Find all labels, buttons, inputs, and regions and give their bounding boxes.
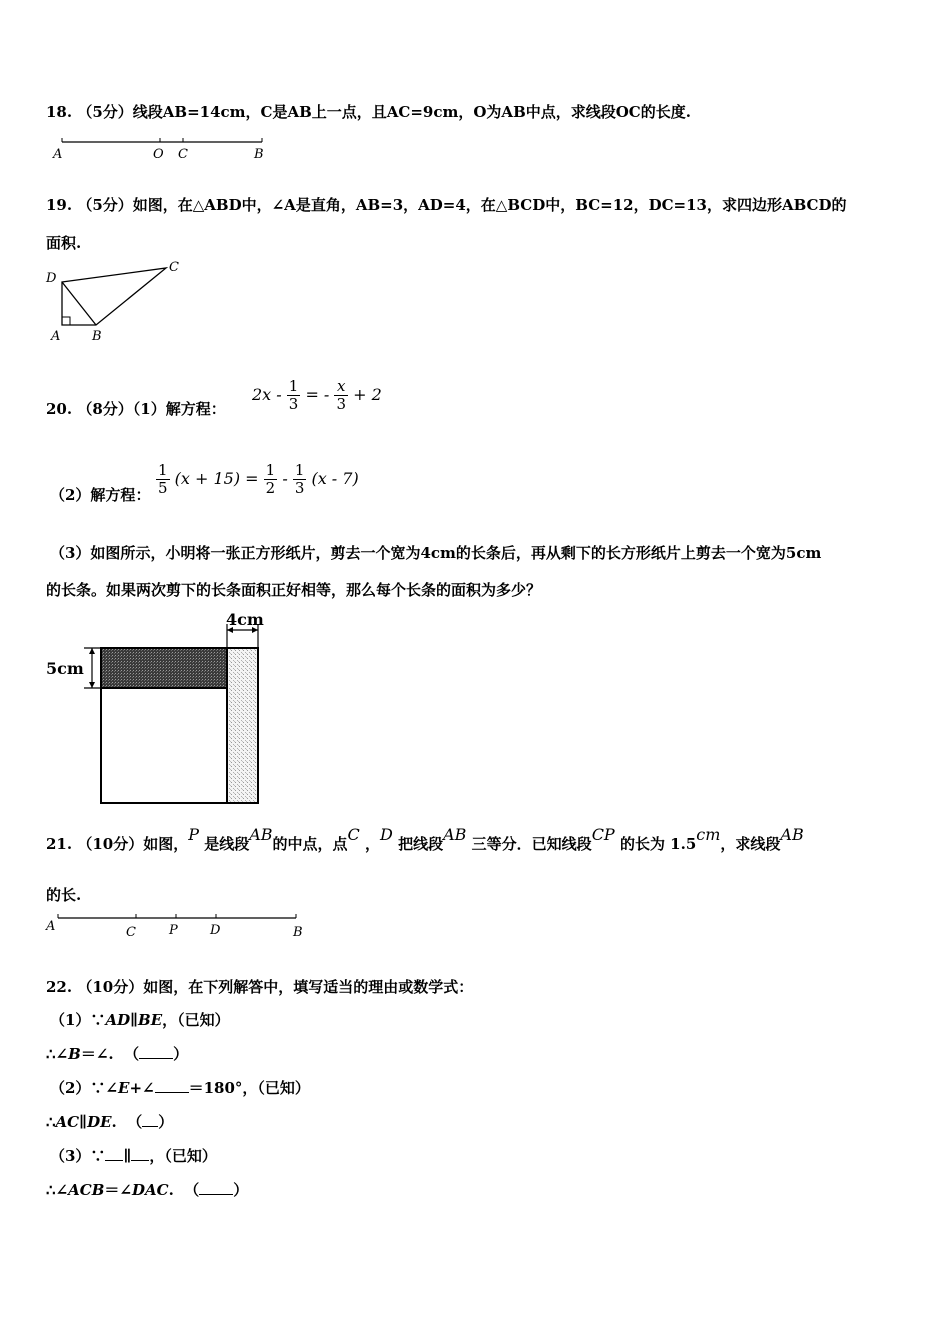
q18-label-b: B	[254, 147, 264, 162]
eq2-term-c: (x - 7)	[311, 469, 359, 488]
q20-part3-line2: 的长条。如果两次剪下的长条面积正好相等，那么每个长条的面积为多少？	[46, 581, 542, 599]
q22-l2e: ）	[173, 1045, 189, 1063]
q22-l1b: AD∥BE	[105, 1011, 163, 1029]
q21-m-cm: cm	[696, 825, 721, 844]
q22-blank-2[interactable]	[155, 1092, 189, 1093]
eq2-term-a: (x + 15) =	[174, 469, 259, 488]
q21-segment-figure	[44, 910, 314, 942]
q22-l2d: （	[124, 1045, 140, 1063]
q22-l6b: ACB	[68, 1181, 105, 1199]
eq1-frac-1-num: 1	[288, 377, 299, 395]
eq2-frac-3	[293, 462, 307, 497]
q22-blank-6[interactable]	[199, 1194, 233, 1195]
q22-blank-5[interactable]	[131, 1160, 149, 1161]
q21-label-c: C	[126, 925, 136, 940]
q21-t4: ，	[365, 835, 381, 853]
q22-l1a: （1）∵	[50, 1011, 106, 1029]
eq2-frac-1	[156, 462, 170, 497]
eq2-frac-3-den: 3	[294, 479, 305, 497]
eq1-frac-1-den: 3	[288, 395, 299, 413]
q22-l6f: （	[184, 1181, 200, 1199]
q22-l4e: ）	[158, 1113, 174, 1131]
q20-fig-label-4cm: 4cm	[226, 610, 264, 629]
q20-fig-label-5cm: 5cm	[46, 659, 84, 678]
eq2-frac-3-num: 1	[294, 461, 305, 479]
q21-m-ab1: AB	[249, 825, 273, 844]
q21-m-c: C	[347, 825, 360, 844]
q21-t5: 把线段	[398, 835, 444, 853]
q22-l5b: ∥	[123, 1147, 132, 1165]
q18-segment-figure	[50, 134, 280, 164]
q21-m-cp: CP	[591, 825, 615, 844]
q18-label-o: O	[153, 147, 164, 162]
q22-l4c: .	[111, 1113, 117, 1131]
eq1-frac-2-num: x	[334, 378, 348, 396]
eq2-frac-2-num: 1	[265, 461, 276, 479]
q22-line4	[46, 1112, 173, 1132]
q22-l3c: +∠	[129, 1079, 155, 1097]
q18-label-c: C	[178, 147, 188, 162]
q20-equation-2	[156, 462, 359, 497]
q20-part1-label: 20. （8分）（1）解方程：	[46, 400, 226, 418]
q22-l6c: ＝∠	[104, 1181, 132, 1199]
eq2-term-b: -	[282, 469, 288, 488]
q22-l4d: （	[127, 1113, 143, 1131]
q22-l2b: B	[68, 1045, 81, 1063]
eq1-term-b: = -	[305, 385, 330, 404]
q22-l6a: ∴∠	[46, 1181, 69, 1199]
q22-blank-1[interactable]	[139, 1058, 173, 1059]
q22-line2	[46, 1044, 188, 1064]
eq1-frac-2-den: 3	[336, 395, 346, 413]
q21-t8: ，求线段	[720, 835, 781, 853]
q20-part2-label: （2）解方程：	[50, 486, 151, 504]
q22-l3b: E	[118, 1079, 130, 1097]
q19-text-line2: 面积.	[46, 234, 82, 252]
q22-line5	[50, 1146, 217, 1166]
q21-m-ab3: AB	[780, 825, 804, 844]
q20-part3-line1: （3）如图所示，小明将一张正方形纸片，剪去一个宽为4cm的长条后，再从剩下的长方形纸片上剪去一个宽为5cm	[50, 544, 822, 562]
q22-l6e: .	[168, 1181, 174, 1199]
q21-t7: 的长为 1.5	[619, 835, 697, 853]
q21-t2: 是线段	[204, 835, 250, 853]
q19-label-d: D	[46, 271, 57, 286]
q22-l3a: （2）∵∠	[50, 1079, 119, 1097]
eq2-frac-2-den: 2	[265, 479, 276, 497]
q22-l5c: ，（已知）	[149, 1147, 217, 1165]
q22-line1	[50, 1010, 230, 1030]
q22-blank-4[interactable]	[105, 1160, 123, 1161]
eq1-frac-1	[287, 378, 301, 413]
q22-l6g: ）	[233, 1181, 249, 1199]
q21-label-a: A	[46, 919, 56, 934]
eq2-frac-1-num: 1	[158, 461, 168, 479]
q22-l4a: ∴	[46, 1113, 56, 1131]
q22-line3	[50, 1078, 310, 1098]
eq1-term-a: 2x -	[252, 385, 282, 404]
q21-t6: 三等分．已知线段	[471, 835, 592, 853]
q19-label-a: A	[51, 329, 61, 344]
q22-l3d: ＝180°，（已知）	[188, 1079, 310, 1097]
q21-m-p: P	[188, 825, 199, 844]
q21-t3: 的中点，点	[272, 835, 348, 853]
q22-l2c: ＝∠.	[80, 1045, 114, 1063]
q21-m-d: D	[380, 825, 393, 844]
q18-label-a: A	[53, 147, 63, 162]
eq1-term-c: + 2	[353, 385, 382, 404]
q19-label-c: C	[169, 260, 179, 275]
q19-quadrilateral-figure	[44, 260, 194, 345]
q20-equation-1	[252, 378, 382, 413]
q21-line2: 的长.	[46, 886, 82, 904]
q21-t1: 21. （10分）如图，	[46, 835, 189, 853]
q21-m-ab2: AB	[443, 825, 467, 844]
eq2-frac-2	[264, 462, 278, 497]
q19-text-line1: 19. （5分）如图，在△ABD中，∠A是直角，AB=3，AD=4，在△BCD中，BC=12，DC=13，求四边形ABCD的	[46, 196, 847, 214]
q21-label-p: P	[169, 923, 178, 938]
eq2-frac-1-den: 5	[158, 479, 168, 497]
q22-title: 22. （10分）如图，在下列解答中，填写适当的理由或数学式：	[46, 978, 474, 996]
q22-l6d: DAC	[131, 1181, 169, 1199]
q22-blank-3[interactable]	[142, 1126, 158, 1127]
q19-label-b: B	[92, 329, 102, 344]
q18-text: 18. （5分）线段AB=14cm，C是AB上一点，且AC=9cm，O为AB中点，求线段OC的长度.	[46, 103, 691, 121]
q22-l5a: （3）∵	[50, 1147, 106, 1165]
q21-label-b: B	[293, 925, 303, 940]
q22-l2a: ∴∠	[46, 1045, 69, 1063]
q22-line6	[46, 1180, 248, 1200]
q21-text	[46, 825, 804, 854]
q22-l4b: AC∥DE	[55, 1113, 112, 1131]
q22-l1c: ，（已知）	[162, 1011, 230, 1029]
q21-label-d: D	[210, 923, 221, 938]
q20-square-figure	[46, 610, 286, 810]
eq1-frac-2	[334, 378, 348, 413]
